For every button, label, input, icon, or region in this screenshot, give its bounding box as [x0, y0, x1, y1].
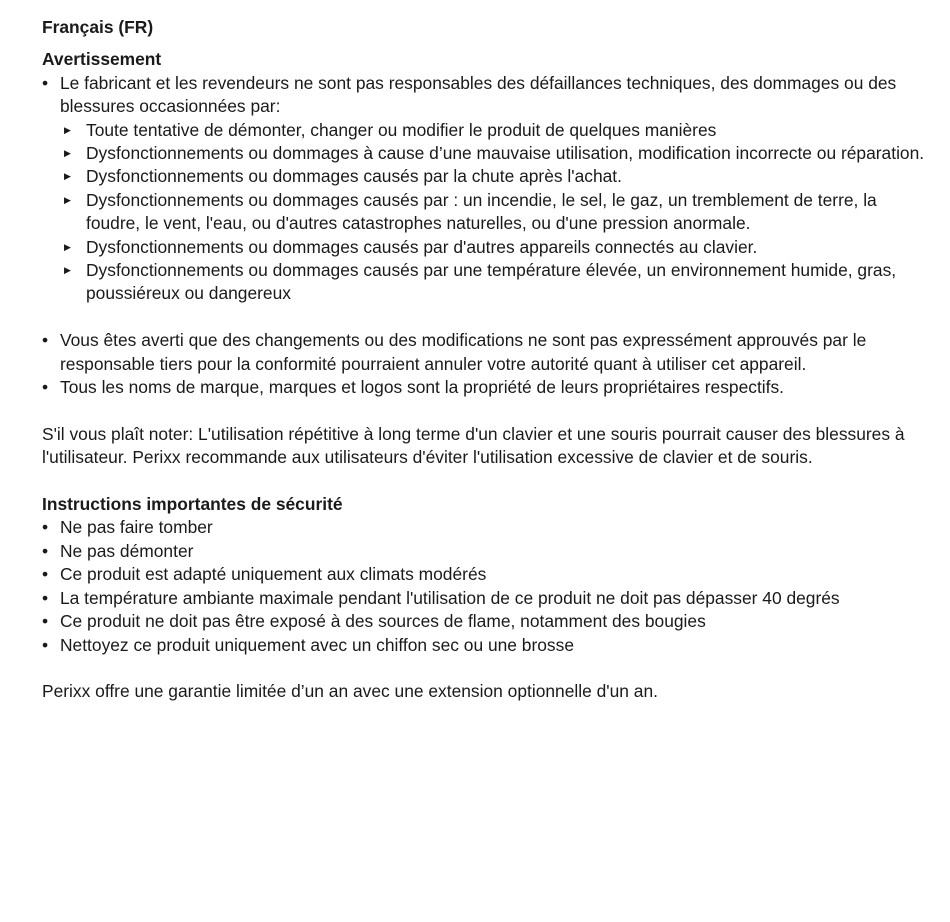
safety-item: • Ne pas démonter: [42, 540, 930, 563]
cause-item: [60, 236, 930, 259]
language-heading: Français (FR): [42, 17, 154, 37]
safety-item: • Nettoyez ce produit uniquement avec un chiffon sec ou une brosse: [42, 634, 930, 657]
warning-item: • Vous êtes averti que des changements ou des modifications ne sont pas expressément approuvés par le responsable tiers pour la conformité pourraient annuler votre autorité quant à utiliser cet appareil.: [42, 329, 930, 376]
warning-intro-text: Le fabricant et les revendeurs ne sont pas responsables des défaillances techniques, des dommages ou des blessures occasionnées par:: [60, 72, 897, 117]
usage-note: S'il vous plaît noter: L'utilisation répétitive à long terme d'un clavier et une souris pourrait causer des blessures à l'utilisateur. Perixx recommande aux utilisateurs d'éviter l'utilisation excessive de clavier et de souris.: [42, 423, 905, 468]
safety-item: • Ce produit est adapté uniquement aux climats modérés: [42, 563, 930, 586]
cause-text: Dysfonctionnements ou dommages causés par une température élevée, un environnement humide, gras, poussiéreux ou dangereux: [86, 260, 897, 304]
cause-text: Dysfonctionnements ou dommages causés par d'autres appareils connectés au clavier.: [86, 236, 758, 257]
safety-item: • La température ambiante maximale pendant l'utilisation de ce produit ne doit pas dépasser 40 degrés: [42, 587, 930, 610]
safety-heading: Instructions importantes de sécurité: [42, 494, 343, 515]
additional-warnings-list: [42, 329, 930, 399]
cause-text: Dysfonctionnements ou dommages à cause d’une mauvaise utilisation, modification incorrecte ou réparation.: [86, 143, 925, 164]
triangle-bullet-icon: ▶: [64, 148, 71, 159]
triangle-bullet-icon: ▶: [64, 265, 71, 276]
triangle-bullet-icon: ▶: [64, 241, 71, 252]
safety-item: • Ce produit ne doit pas être exposé à des sources de flame, notamment des bougies: [42, 610, 930, 633]
causes-list: [60, 119, 930, 306]
cause-text: Dysfonctionnements ou dommages causés par la chute après l'achat.: [86, 166, 622, 187]
cause-item: [60, 259, 930, 306]
warning-item: • Tous les noms de marque, marques et logos sont la propriété de leurs propriétaires respectifs.: [42, 376, 930, 399]
triangle-bullet-icon: ▶: [64, 194, 71, 205]
cause-item: [60, 189, 930, 236]
warning-heading: Avertissement: [42, 49, 162, 70]
warranty-text: Perixx offre une garantie limitée d’un an avec une extension optionnelle d'un an.: [42, 681, 658, 702]
cause-item: [60, 119, 930, 142]
warning-intro-item: [42, 72, 930, 306]
triangle-bullet-icon: ▶: [64, 124, 71, 135]
cause-text: Dysfonctionnements ou dommages causés par : un incendie, le sel, le gaz, un tremblement de terre, la foudre, le vent, l'eau, ou d'autres catastrophes naturelles, ou d'une pression anormale.: [86, 189, 877, 234]
safety-list: [42, 516, 930, 656]
cause-item: [60, 142, 930, 165]
safety-item: • Ne pas faire tomber: [42, 516, 930, 539]
warning-list: [42, 72, 930, 306]
cause-text: Toute tentative de démonter, changer ou modifier le produit de quelques manières: [86, 119, 717, 140]
triangle-bullet-icon: ▶: [64, 171, 71, 182]
cause-item: [60, 165, 930, 188]
